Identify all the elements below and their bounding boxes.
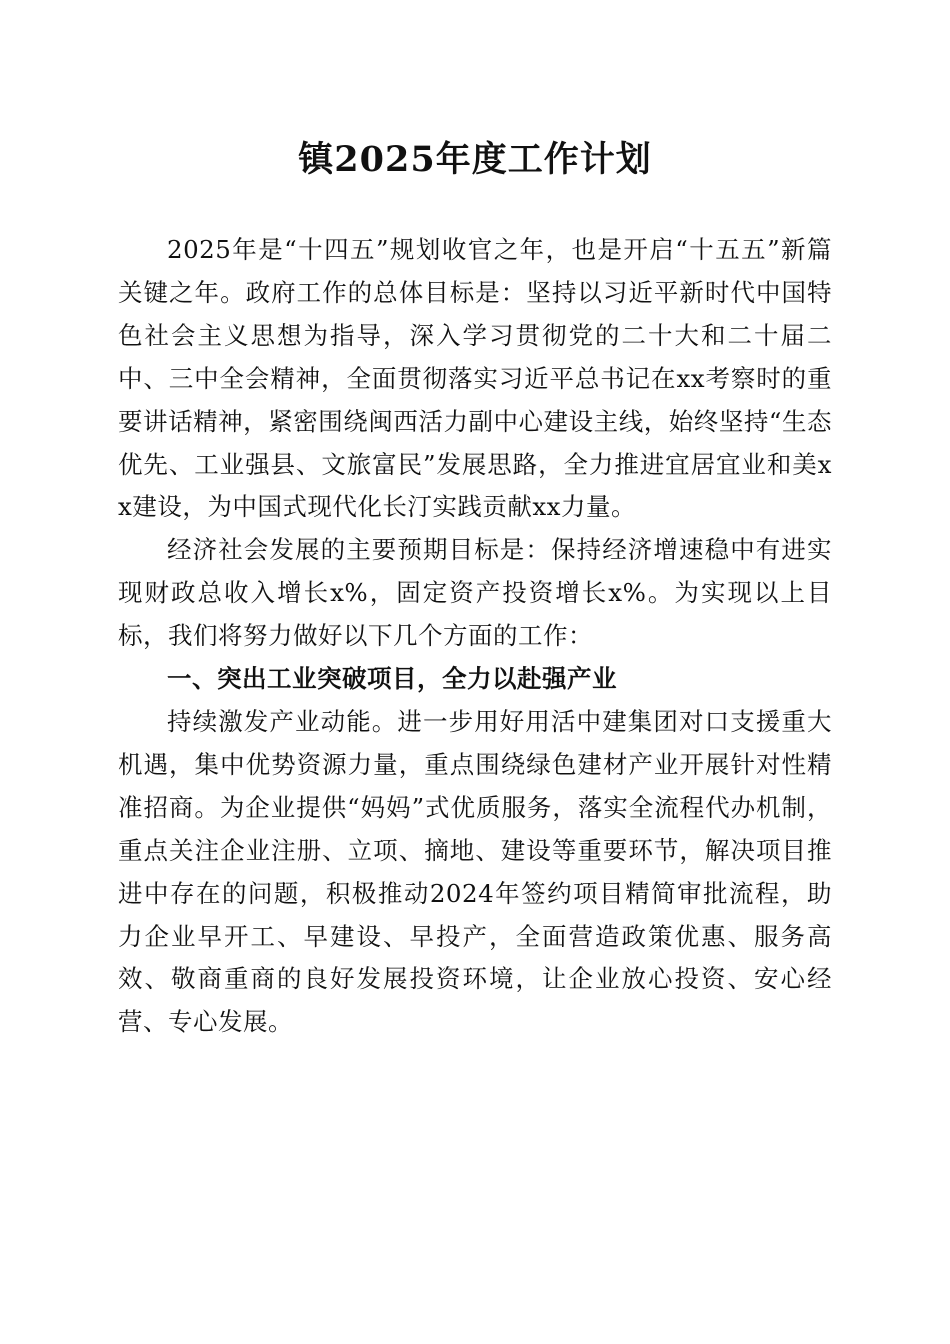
section-heading: 一、突出工业突破项目，全力以赴强产业: [167, 664, 617, 694]
targets-paragraph: 经济社会发展的主要预期目标是：保持经济增速稳中有进实现财政总收入增长x%，固定资产投资增长x%。为实现以上目标，我们将努力做好以下几个方面的工作：: [118, 535, 832, 651]
document-title: 镇2025年度工作计划: [298, 139, 652, 180]
document-body: [118, 229, 832, 1044]
section-paragraph: 持续激发产业动能。进一步用好用活中建集团对口支援重大机遇，集中优势资源力量，重点围绕绿色建材产业开展针对性精准招商。为企业提供“妈妈”式优质服务，落实全流程代办机制，重点关注企业注册、立项、摘地、建设等重要环节，解决项目推进中存在的问题，积极推动2024年签约项目精简审批流程，助力企业早开工、早建设、早投产，全面营造政策优惠、服务高效、敬商重商的良好发展投资环境，让企业放心投资、安心经营、专心发展。: [118, 706, 832, 1037]
intro-paragraph: 2025年是“十四五”规划收官之年，也是开启“十五五”新篇关键之年。政府工作的总体目标是：坚持以习近平新时代中国特色社会主义思想为指导，深入学习贯彻党的二十大和二十届二中、三中全会精神，全面贯彻落实习近平总书记在xx考察时的重要讲话精神，紧密围绕闽西活力副中心建设主线，始终坚持“生态优先、工业强县、文旅富民”发展思路，全力推进宜居宜业和美xx建设，为中国式现代化长汀实践贡献xx力量。: [118, 235, 832, 522]
